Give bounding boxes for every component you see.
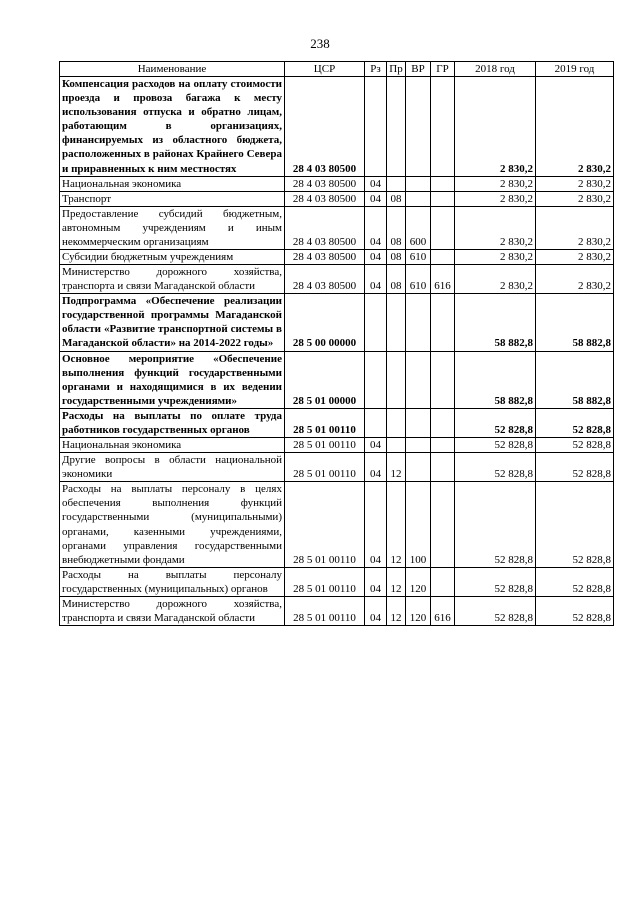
cell-vr: 100: [406, 482, 431, 567]
cell-2019: 52 828,8: [536, 567, 614, 596]
cell-pr: 12: [387, 567, 406, 596]
cell-rz: [365, 351, 387, 408]
table-row: [60, 77, 614, 177]
cell-name: Предоставление субсидий бюджетным, автономным учреждениям и иным некоммерческим организациям: [60, 206, 285, 249]
cell-pr: [387, 351, 406, 408]
cell-2019: 2 830,2: [536, 206, 614, 249]
cell-csr: 28 5 01 00000: [285, 351, 365, 408]
cell-gr: [431, 453, 455, 482]
cell-vr: [406, 77, 431, 177]
cell-gr: [431, 438, 455, 453]
header-name: Наименование: [60, 62, 285, 77]
cell-2018: 58 882,8: [455, 351, 536, 408]
cell-vr: [406, 294, 431, 351]
table-row: [60, 408, 614, 437]
cell-rz: 04: [365, 191, 387, 206]
cell-2018: 58 882,8: [455, 294, 536, 351]
cell-pr: [387, 294, 406, 351]
cell-vr: [406, 438, 431, 453]
table-row: [60, 250, 614, 265]
cell-pr: 12: [387, 482, 406, 567]
cell-gr: 616: [431, 596, 455, 625]
cell-2019: 52 828,8: [536, 438, 614, 453]
cell-2018: 2 830,2: [455, 250, 536, 265]
table-row: [60, 438, 614, 453]
table-row: [60, 482, 614, 567]
cell-gr: [431, 482, 455, 567]
cell-2018: 2 830,2: [455, 206, 536, 249]
cell-gr: [431, 77, 455, 177]
cell-vr: [406, 191, 431, 206]
header-rz: Рз: [365, 62, 387, 77]
header-vr: ВР: [406, 62, 431, 77]
cell-name: Национальная экономика: [60, 438, 285, 453]
table-row: [60, 453, 614, 482]
cell-csr: 28 4 03 80500: [285, 77, 365, 177]
cell-2019: 2 830,2: [536, 265, 614, 294]
cell-name: Компенсация расходов на оплату стоимости проезда и провоза багажа к месту использования отпуска и обратно лицам, работающим в организациях, финансируемых из областного бюджета, расположенных в районах Крайнего Севера и приравненных к ним местностях: [60, 77, 285, 177]
cell-rz: [365, 294, 387, 351]
cell-2018: 2 830,2: [455, 191, 536, 206]
cell-vr: 120: [406, 596, 431, 625]
cell-name: Расходы на выплаты по оплате труда работников государственных органов: [60, 408, 285, 437]
cell-rz: 04: [365, 438, 387, 453]
cell-name: Основное мероприятие «Обеспечение выполнения функций государственными органами и находящимися в их ведении государственными учреждениями»: [60, 351, 285, 408]
cell-rz: 04: [365, 567, 387, 596]
cell-gr: 616: [431, 265, 455, 294]
cell-name: Другие вопросы в области национальной экономики: [60, 453, 285, 482]
cell-rz: [365, 408, 387, 437]
cell-2018: 52 828,8: [455, 438, 536, 453]
cell-csr: 28 5 01 00110: [285, 408, 365, 437]
budget-table: [59, 61, 614, 626]
cell-2019: 58 882,8: [536, 351, 614, 408]
cell-pr: [387, 408, 406, 437]
cell-2019: 52 828,8: [536, 596, 614, 625]
cell-csr: 28 4 03 80500: [285, 250, 365, 265]
cell-name: Подпрограмма «Обеспечение реализации государственной программы Магаданской области «Развитие транспортной системы в Магаданской области» на 2014-2022 годы»: [60, 294, 285, 351]
cell-pr: 08: [387, 250, 406, 265]
cell-csr: 28 5 01 00110: [285, 482, 365, 567]
cell-vr: [406, 408, 431, 437]
cell-gr: [431, 567, 455, 596]
cell-name: Расходы на выплаты персоналу государственных (муниципальных) органов: [60, 567, 285, 596]
cell-rz: 04: [365, 596, 387, 625]
cell-gr: [431, 206, 455, 249]
cell-2018: 52 828,8: [455, 596, 536, 625]
cell-vr: [406, 351, 431, 408]
cell-gr: [431, 250, 455, 265]
cell-pr: 12: [387, 596, 406, 625]
cell-csr: 28 4 03 80500: [285, 265, 365, 294]
cell-pr: 12: [387, 453, 406, 482]
header-pr: Пр: [387, 62, 406, 77]
cell-2018: 52 828,8: [455, 482, 536, 567]
cell-csr: 28 5 01 00110: [285, 453, 365, 482]
cell-2018: 2 830,2: [455, 77, 536, 177]
header-csr: ЦСР: [285, 62, 365, 77]
cell-csr: 28 5 01 00110: [285, 567, 365, 596]
table-row: [60, 265, 614, 294]
cell-rz: 04: [365, 265, 387, 294]
cell-2019: 52 828,8: [536, 453, 614, 482]
table-row: [60, 567, 614, 596]
cell-2019: 52 828,8: [536, 408, 614, 437]
header-2018: 2018 год: [455, 62, 536, 77]
table-row: [60, 351, 614, 408]
cell-2018: 2 830,2: [455, 176, 536, 191]
cell-pr: [387, 77, 406, 177]
cell-2019: 58 882,8: [536, 294, 614, 351]
cell-2018: 2 830,2: [455, 265, 536, 294]
table-row: [60, 206, 614, 249]
cell-gr: [431, 176, 455, 191]
cell-name: Национальная экономика: [60, 176, 285, 191]
cell-csr: 28 4 03 80500: [285, 191, 365, 206]
header-2019: 2019 год: [536, 62, 614, 77]
cell-name: Министерство дорожного хозяйства, транспорта и связи Магаданской области: [60, 596, 285, 625]
cell-2019: 2 830,2: [536, 250, 614, 265]
cell-2019: 52 828,8: [536, 482, 614, 567]
cell-gr: [431, 191, 455, 206]
cell-name: Расходы на выплаты персоналу в целях обеспечения выполнения функций государственными (муниципальными) органами, казенными учреждениями, органами управления государственными внебюджетными фондами: [60, 482, 285, 567]
cell-csr: 28 5 01 00110: [285, 438, 365, 453]
header-gr: ГР: [431, 62, 455, 77]
cell-rz: [365, 77, 387, 177]
header-row: [60, 62, 614, 77]
cell-vr: [406, 176, 431, 191]
cell-2018: 52 828,8: [455, 408, 536, 437]
cell-gr: [431, 408, 455, 437]
cell-gr: [431, 294, 455, 351]
cell-2019: 2 830,2: [536, 191, 614, 206]
cell-pr: 08: [387, 191, 406, 206]
cell-gr: [431, 351, 455, 408]
cell-pr: 08: [387, 206, 406, 249]
cell-rz: 04: [365, 176, 387, 191]
cell-2019: 2 830,2: [536, 176, 614, 191]
page-number: 238: [310, 36, 330, 51]
cell-rz: 04: [365, 250, 387, 265]
cell-vr: [406, 453, 431, 482]
cell-csr: 28 4 03 80500: [285, 176, 365, 191]
cell-2019: 2 830,2: [536, 77, 614, 177]
cell-vr: 120: [406, 567, 431, 596]
cell-name: Министерство дорожного хозяйства, транспорта и связи Магаданской области: [60, 265, 285, 294]
cell-name: Субсидии бюджетным учреждениям: [60, 250, 285, 265]
table-row: [60, 596, 614, 625]
cell-rz: 04: [365, 482, 387, 567]
cell-pr: [387, 176, 406, 191]
cell-csr: 28 4 03 80500: [285, 206, 365, 249]
cell-name: Транспорт: [60, 191, 285, 206]
table-row: [60, 294, 614, 351]
cell-vr: 610: [406, 250, 431, 265]
cell-csr: 28 5 01 00110: [285, 596, 365, 625]
table-row: [60, 176, 614, 191]
cell-rz: 04: [365, 453, 387, 482]
cell-vr: 600: [406, 206, 431, 249]
cell-2018: 52 828,8: [455, 567, 536, 596]
cell-vr: 610: [406, 265, 431, 294]
cell-csr: 28 5 00 00000: [285, 294, 365, 351]
cell-pr: 08: [387, 265, 406, 294]
cell-pr: [387, 438, 406, 453]
cell-rz: 04: [365, 206, 387, 249]
cell-2018: 52 828,8: [455, 453, 536, 482]
table-row: [60, 191, 614, 206]
